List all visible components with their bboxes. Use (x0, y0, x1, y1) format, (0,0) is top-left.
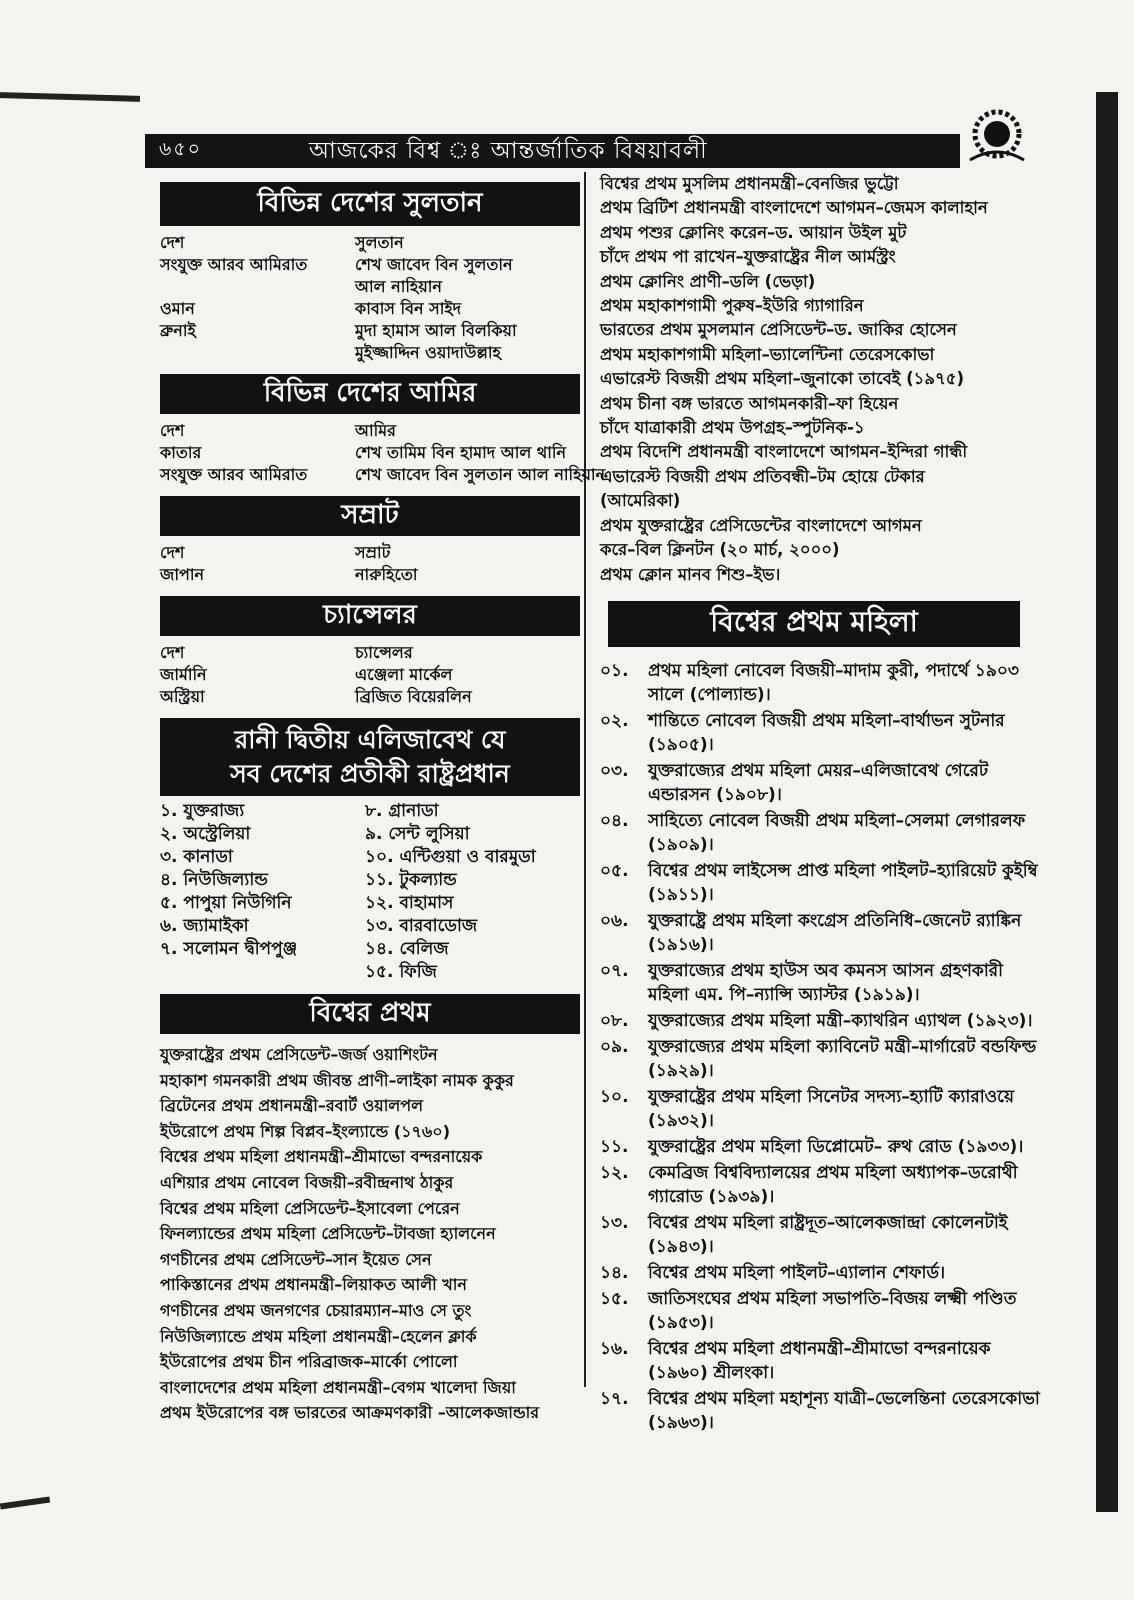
queen-countries-list (160, 800, 580, 984)
list-item: মহাকাশ গমনকারী প্রথম জীবন্ত প্রাণী–লাইকা নামক কুকুর (160, 1070, 514, 1090)
item-number: ১১. (600, 1136, 629, 1157)
list-item (600, 959, 1045, 1007)
sultans-table (160, 232, 580, 364)
right-column (600, 172, 1045, 1437)
item-number: ১৭. (600, 1388, 629, 1409)
table-cell-name: নারুহিতো (355, 565, 418, 584)
item-text: বিশ্বের প্রথম মহিলা রাষ্ট্রদূত–আলেকজান্দ্রা কোলেনটাই (১৯৪৩)। (648, 1212, 1008, 1257)
item-text: সাহিত্যে নোবেল বিজয়ী প্রথম মহিলা–সেলমা লেগারলফ (১৯০৯)। (648, 810, 1026, 855)
table-cell-country: অস্ট্রিয়া (160, 687, 205, 706)
table-cell-name: সুলতান (355, 233, 404, 252)
section-heading-amirs: বিভিন্ন দেশের আমির (160, 374, 580, 414)
item-number: ০৯. (600, 1036, 629, 1057)
page-edge-shadow-bottom (0, 1497, 50, 1510)
list-item: প্রথম মহাকাশগামী পুরুষ–ইউরি গ্যাগারিন (600, 296, 864, 316)
list-item: ৪. নিউজিল্যান্ড (160, 870, 268, 890)
table-cell-country: সংযুক্ত আরব আমিরাত (160, 465, 308, 484)
list-item (600, 1085, 1045, 1133)
list-item: করে–বিল ক্লিনটন (২০ মার্চ, ২০০০) (600, 540, 840, 560)
binding-shadow (1096, 92, 1118, 1512)
list-item: চাঁদে প্রথম পা রাখেন–যুক্তরাষ্ট্রের নীল আর্মস্ট্রং (600, 247, 896, 267)
list-item: গণচীনের প্রথম জনগণের চেয়ারম্যান–মাও সে তুং (160, 1300, 472, 1320)
list-item: ব্রিটেনের প্রথম প্রধানমন্ত্রী–রবার্ট ওয়ালপল (160, 1096, 424, 1116)
list-item: চাঁদে যাত্রাকারী প্রথম উপগ্রহ–স্পুটনিক-১ (600, 418, 865, 438)
table-cell-country (160, 342, 355, 364)
table-cell-name: চ্যান্সেলর (355, 643, 413, 662)
item-text: যুক্তরাজ্যের প্রথম মহিলা ক্যাবিনেট মন্ত্রী–মার্গারেট বন্ডফিল্ড (১৯২৯)। (648, 1036, 1037, 1081)
list-item: এভারেস্ট বিজয়ী প্রথম মহিলা–জুনাকো তাবেই (১৯৭৫) (600, 369, 965, 389)
item-number: ০৩. (600, 760, 629, 781)
table-cell-name: শেখ তামিম বিন হামাদ আল থানি (355, 443, 567, 462)
table-cell-name: সম্রাট (355, 543, 391, 562)
list-item: ২. অস্ট্রেলিয়া (160, 824, 251, 844)
table-cell-country: কাতার (160, 443, 202, 462)
list-item: প্রথম পশুর ক্লোনিং করেন–ড. আয়ান উইল মুট (600, 222, 907, 242)
table-cell-country (160, 276, 355, 298)
table-cell-name: এঞ্জেলা মার্কেল (355, 665, 453, 684)
item-text: যুক্তরাষ্ট্রে প্রথম মহিলা কংগ্রেস প্রতিনিধি–জেনেট র‍্যাঙ্কিন (১৯১৬)। (648, 910, 1022, 955)
page-number: ৬৫০ (159, 138, 203, 160)
list-item (600, 809, 1045, 857)
column-divider (584, 172, 586, 1387)
world-first-list-left (160, 1042, 580, 1426)
table-cell-country: দেশ (160, 643, 185, 662)
item-text: যুক্তরাজ্যের প্রথম মহিলা মন্ত্রী–ক্যাথরিন এ্যাথল (১৯২৩)। (648, 1010, 1033, 1031)
list-item (600, 1135, 1045, 1159)
list-item: ৫. পাপুয়া নিউগিনি (160, 893, 292, 913)
queen-countries-left (160, 800, 365, 984)
list-item: প্রথম ইউরোপের বঙ্গ ভারতের আক্রমণকারী –আলেকজান্ডার (160, 1403, 540, 1423)
list-item: ৬. জ্যামাইকা (160, 916, 249, 936)
section-heading-sultans: বিভিন্ন দেশের সুলতান (160, 182, 580, 226)
table-cell-name: আল নাহিয়ান (355, 277, 442, 296)
item-number: ১০. (600, 1086, 629, 1107)
list-item (600, 1387, 1045, 1435)
list-item: ইউরোপে প্রথম শিল্প বিপ্লব–ইংল্যান্ডে (১৭৬০) (160, 1121, 451, 1141)
table-cell-country: জার্মানি (160, 665, 207, 684)
list-item: বিশ্বের প্রথম মুসলিম প্রধানমন্ত্রী–বেনজির ভুট্টো (600, 174, 899, 193)
list-item: ৩. কানাডা (160, 847, 233, 867)
list-item: ৯. সেন্ট লুসিয়া (365, 824, 470, 844)
item-number: ০৮. (600, 1010, 629, 1031)
list-item (600, 1337, 1045, 1385)
table-cell-name: কাবাস বিন সাইদ (355, 299, 462, 318)
list-item: বাংলাদেশের প্রথম মহিলা প্রধানমন্ত্রী–বেগম খালেদা জিয়া (160, 1377, 516, 1397)
table-cell-country: জাপান (160, 565, 205, 584)
list-item: ১২. বাহামাস (365, 893, 454, 913)
item-text: জাতিসংঘের প্রথম মহিলা সভাপতি–বিজয় লক্ষ্মী পণ্ডিত (১৯৫৩)। (648, 1288, 1017, 1333)
table-cell-name: ব্রিজিত বিয়েরলিন (355, 687, 472, 706)
list-item: নিউজিল্যান্ডে প্রথম মহিলা প্রধানমন্ত্রী–হেলেন ক্লার্ক (160, 1326, 477, 1346)
list-item (600, 909, 1045, 957)
table-cell-country: দেশ (160, 421, 185, 440)
list-item: প্রথম যুক্তরাষ্ট্রের প্রেসিডেন্টের বাংলাদেশে আগমন (600, 515, 922, 535)
table-cell-name: মুইজ্জাদ্দিন ওয়াদাউল্লাহ (355, 343, 501, 362)
item-text: বিশ্বের প্রথম মহিলা প্রধানমন্ত্রী–শ্রীমাভো বন্দরনায়েক (১৯৬০) শ্রীলংকা। (648, 1338, 991, 1383)
list-item: প্রথম ক্লোনিং প্রাণী–ডলি (ভেড়া) (600, 271, 816, 291)
item-number: ০৪. (600, 810, 629, 831)
item-number: ০৭. (600, 960, 629, 981)
item-number: ১৩. (600, 1212, 629, 1233)
list-item: ভারতের প্রথম মুসলমান প্রেসিডেন্ট–ড. জাকির হোসেন (600, 320, 957, 340)
list-item: (আমেরিকা) (600, 491, 681, 511)
running-header (145, 134, 960, 168)
list-item: ৭. সলোমন দ্বীপপুঞ্জ (160, 939, 298, 959)
list-item: ১৫. ফিজি (365, 962, 437, 982)
page-edge-shadow (0, 92, 140, 102)
table-cell-name: মুদা হামাস আল বিলকিয়া (355, 321, 517, 340)
list-item: ১. যুক্তরাজ্য (160, 801, 245, 821)
list-item: যুক্তরাষ্ট্রের প্রথম প্রেসিডেন্ট–জর্জ ওয়াশিংটন (160, 1045, 438, 1064)
list-item: প্রথম বিদেশি প্রধানমন্ত্রী বাংলাদেশে আগমন–ইন্দিরা গান্ধী (600, 442, 968, 462)
publisher-logo-icon (962, 104, 1032, 166)
world-first-list-right (600, 172, 1045, 587)
list-item: প্রথম ব্রিটিশ প্রধানমন্ত্রী বাংলাদেশে আগমন–জেমস কালাহান (600, 198, 988, 218)
list-item: ১৩. বারবাডোজ (365, 916, 478, 936)
table-cell-name: শেখ জাবেদ বিন সুলতান আল নাহিয়ান (355, 465, 606, 484)
table-cell-name: শেখ জাবেদ বিন সুলতান (355, 255, 513, 274)
item-number: ১৬. (600, 1338, 629, 1359)
section-heading-queen (160, 718, 580, 796)
table-cell-country: দেশ (160, 233, 185, 252)
list-item (600, 1287, 1045, 1335)
item-text: বিশ্বের প্রথম মহিলা পাইলট–এ্যালান শেফার্ড। (648, 1262, 946, 1283)
list-item: ১১. টুকল্যান্ড (365, 870, 457, 890)
list-item: ফিনল্যান্ডের প্রথম মহিলা প্রেসিডেন্ট–টাবজা হ্যালনেন (160, 1224, 496, 1244)
queen-heading-line2: সব দেশের প্রতীকী রাষ্ট্রপ্রধান (230, 759, 510, 788)
list-item (600, 759, 1045, 807)
section-heading-world-first: বিশ্বের প্রথম (160, 994, 580, 1034)
list-item: বিশ্বের প্রথম মহিলা প্রধানমন্ত্রী–শ্রীমাভো বন্দরনায়েক (160, 1147, 483, 1167)
item-number: ০১. (600, 660, 629, 681)
list-item (600, 659, 1045, 707)
list-item (600, 1261, 1045, 1285)
list-item: ৮. গ্রানাডা (365, 801, 439, 821)
list-item: বিশ্বের প্রথম মহিলা প্রেসিডেন্ট–ইসাবেলা পেরেন (160, 1198, 460, 1218)
item-text: বিশ্বের প্রথম মহিলা মহাশূন্য যাত্রী–ভেলেন্তিনা তেরেসকোভা (১৯৬৩)। (648, 1388, 1040, 1433)
section-heading-emperor: সম্রাট (160, 496, 580, 536)
item-text: যুক্তরাজ্যের প্রথম হাউস অব কমনস আসন গ্রহণকারী মহিলা এম. পি–ন্যান্সি অ্যাস্টর (১৯১৯)। (648, 960, 1003, 1005)
table-cell-country: ব্রুনাই (160, 321, 196, 340)
item-number: ০৫. (600, 860, 629, 881)
section-heading-chancellor: চ্যান্সেলর (160, 596, 580, 636)
item-number: ০২. (600, 710, 629, 731)
list-item: প্রথম মহাকাশগামী মহিলা–ভ্যালেন্টিনা তেরেসকোভা (600, 344, 935, 364)
item-text: বিশ্বের প্রথম লাইসেন্স প্রাপ্ত মহিলা পাইলট–হ্যারিয়েট কুইম্বি (১৯১১)। (648, 860, 1038, 905)
item-number: ০৬. (600, 910, 629, 931)
item-text: কেমব্রিজ বিশ্ববিদ্যালয়ের প্রথম মহিলা অধ্যাপক–ডরোথী গ্যারোড (১৯৩৯)। (648, 1162, 1018, 1207)
list-item: ১০. এন্টিগুয়া ও বারমুডা (365, 847, 536, 867)
list-item: ১৪. বেলিজ (365, 939, 449, 959)
list-item: পাকিস্তানের প্রথম প্রধানমন্ত্রী–লিয়াকত আলী খান (160, 1275, 467, 1295)
list-item (600, 1211, 1045, 1259)
list-item (600, 1035, 1045, 1083)
table-cell-country: দেশ (160, 543, 185, 562)
queen-countries-right (365, 800, 580, 984)
left-column (160, 174, 606, 1426)
table-cell-country: ওমান (160, 299, 195, 318)
item-number: ১৫. (600, 1288, 629, 1309)
list-item: প্রথম চীনা বঙ্গ ভারতে আগমনকারী–ফা হিয়েন (600, 393, 899, 413)
list-item (600, 1161, 1045, 1209)
item-text: যুক্তরাষ্ট্রের প্রথম মহিলা সিনেটর সদস্য–হ্যাটি ক্যারাওয়ে (১৯৩২)। (648, 1086, 1014, 1131)
amirs-table (160, 420, 606, 486)
item-text: প্রথম মহিলা নোবেল বিজয়ী–মাদাম কুরী, পদার্থে ১৯০৩ সালে (পোল্যান্ড)। (648, 660, 1019, 705)
list-item: ইউরোপের প্রথম চীন পরিব্রাজক–মার্কো পোলো (160, 1352, 458, 1372)
list-item: গণচীনের প্রথম প্রেসিডেন্ট–সান ইয়েত সেন (160, 1249, 432, 1269)
list-item: এশিয়ার প্রথম নোবেল বিজয়ী–রবীন্দ্রনাথ ঠাকুর (160, 1172, 454, 1192)
list-item (600, 859, 1045, 907)
table-cell-name: আমির (355, 421, 396, 440)
queen-heading-line1: রানী দ্বিতীয় এলিজাবেথ যে (234, 725, 506, 754)
running-title: আজকের বিশ্ব ঃ আন্তর্জাতিক বিষয়াবলী (309, 137, 708, 164)
list-item (600, 709, 1045, 757)
list-item (600, 1009, 1045, 1033)
table-cell-country: সংযুক্ত আরব আমিরাত (160, 255, 308, 274)
item-text: যুক্তরাষ্ট্রের প্রথম মহিলা ডিপ্লোমেট– রুথ রোড (১৯৩৩)। (648, 1136, 1024, 1157)
chancellor-table (160, 642, 580, 708)
first-women-list (600, 659, 1045, 1435)
item-text: শান্তিতে নোবেল বিজয়ী প্রথম মহিলা–বার্থাভন সুটনার (১৯০৫)। (648, 710, 1005, 755)
item-text: যুক্তরাজ্যের প্রথম মহিলা মেয়র–এলিজাবেথ গেরেট এন্ডারসন (১৯০৮)। (648, 760, 989, 805)
emperor-table (160, 542, 580, 586)
list-item: প্রথম ক্লোন মানব শিশু–ইভ। (600, 564, 781, 584)
item-number: ১২. (600, 1162, 629, 1183)
section-heading-first-women: বিশ্বের প্রথম মহিলা (608, 601, 1020, 647)
list-item: এভারেস্ট বিজয়ী প্রথম প্রতিবন্ধী–টম হোয়ে টেকার (600, 466, 925, 486)
item-number: ১৪. (600, 1262, 629, 1283)
